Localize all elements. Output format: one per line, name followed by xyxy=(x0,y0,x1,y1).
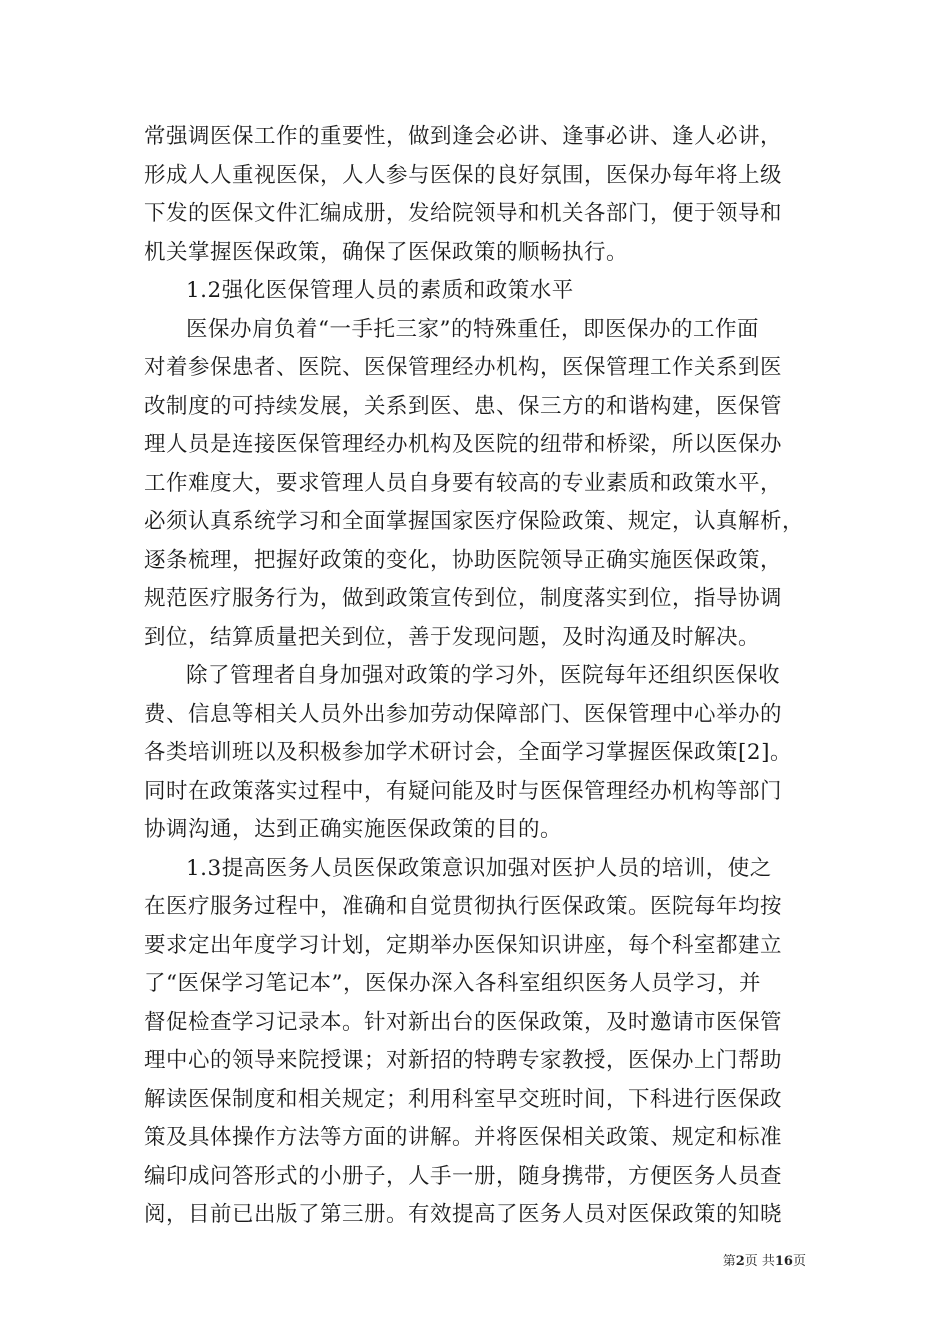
text-line: 督促检查学习记录本。针对新出台的医保政策，及时邀请市医保管 xyxy=(144,1009,783,1035)
body-text xyxy=(144,118,824,1235)
text-line: 形成人人重视医保，人人参与医保的良好氛围，医保办每年将上级 xyxy=(144,162,783,188)
text-line: 阅，目前已出版了第三册。有效提高了医务人员对医保政策的知晓 xyxy=(144,1202,783,1227)
text-line: 除了管理者自身加强对政策的学习外，医院每年还组织医保收 xyxy=(186,663,781,688)
text-line: 解读医保制度和相关规定；利用科室早交班时间，下科进行医保政 xyxy=(144,1086,783,1112)
text-line: 下发的医保文件汇编成册，发给院领导和机关各部门，便于领导和 xyxy=(144,201,783,226)
text-line: 要求定出年度学习计划，定期举办医保知识讲座，每个科室都建立 xyxy=(144,932,783,958)
footer-middle: 页 共 xyxy=(744,1254,775,1269)
text-line: 机关掌握医保政策，确保了医保政策的顺畅执行。 xyxy=(144,239,629,265)
text-line: 在医疗服务过程中，准确和自觉贯彻执行医保政策。医院每年均按 xyxy=(144,894,783,919)
text-line: 医保办肩负着“一手托三家”的特殊重任，即医保办的工作面 xyxy=(186,316,759,342)
text-line: 1.3提高医务人员医保政策意识加强对医护人员的培训，使之 xyxy=(186,855,772,881)
text-line: 对着参保患者、医院、医保管理经办机构，医保管理工作关系到医 xyxy=(144,355,783,380)
footer-prefix: 第 xyxy=(722,1254,736,1269)
text-line: 了“医保学习笔记本”，医保办深入各科室组织医务人员学习，并 xyxy=(144,971,761,996)
text-line: 改制度的可持续发展，关系到医、患、保三方的和谐构建，医保管 xyxy=(144,393,783,419)
text-line: 同时在政策落实过程中，有疑问能及时与医保管理经办机构等部门 xyxy=(144,778,783,804)
text-line: 理人员是连接医保管理经办机构及医院的纽带和桥梁，所以医保办 xyxy=(144,432,783,457)
footer-suffix: 页 xyxy=(792,1254,806,1269)
text-line: 编印成问答形式的小册子，人手一册，随身携带，方便医务人员查 xyxy=(144,1163,783,1189)
text-line: 1.2强化医保管理人员的素质和政策水平 xyxy=(186,278,574,303)
page-footer xyxy=(723,1250,806,1269)
text-line: 必须认真系统学习和全面掌握国家医疗保险政策、规定，认真解析， xyxy=(144,509,805,534)
text-line: 规范医疗服务行为，做到政策宣传到位，制度落实到位，指导协调 xyxy=(144,586,783,611)
text-line: 工作难度大，要求管理人员自身要有较高的专业素质和政策水平， xyxy=(144,470,783,496)
text-line: 各类培训班以及积极参加学术研讨会，全面学习掌握医保政策[2]。 xyxy=(144,740,792,765)
text-line: 协调沟通，达到正确实施医保政策的目的。 xyxy=(144,817,563,842)
text-line: 费、信息等相关人员外出参加劳动保障部门、医保管理中心举办的 xyxy=(144,701,783,727)
text-line: 策及具体操作方法等方面的讲解。并将医保相关政策、规定和标准 xyxy=(144,1125,783,1150)
text-line: 逐条梳理，把握好政策的变化，协助医院领导正确实施医保政策， xyxy=(144,547,783,573)
text-line: 常强调医保工作的重要性，做到逢会必讲、逢事必讲、逢人必讲， xyxy=(144,124,783,149)
footer-page-number: 2 xyxy=(735,1254,745,1269)
footer-total-pages: 16 xyxy=(774,1254,793,1269)
text-line: 到位，结算质量把关到位，善于发现问题，及时沟通及时解决。 xyxy=(144,624,761,650)
text-line: 理中心的领导来院授课；对新招的特聘专家教授，医保办上门帮助 xyxy=(144,1048,783,1073)
